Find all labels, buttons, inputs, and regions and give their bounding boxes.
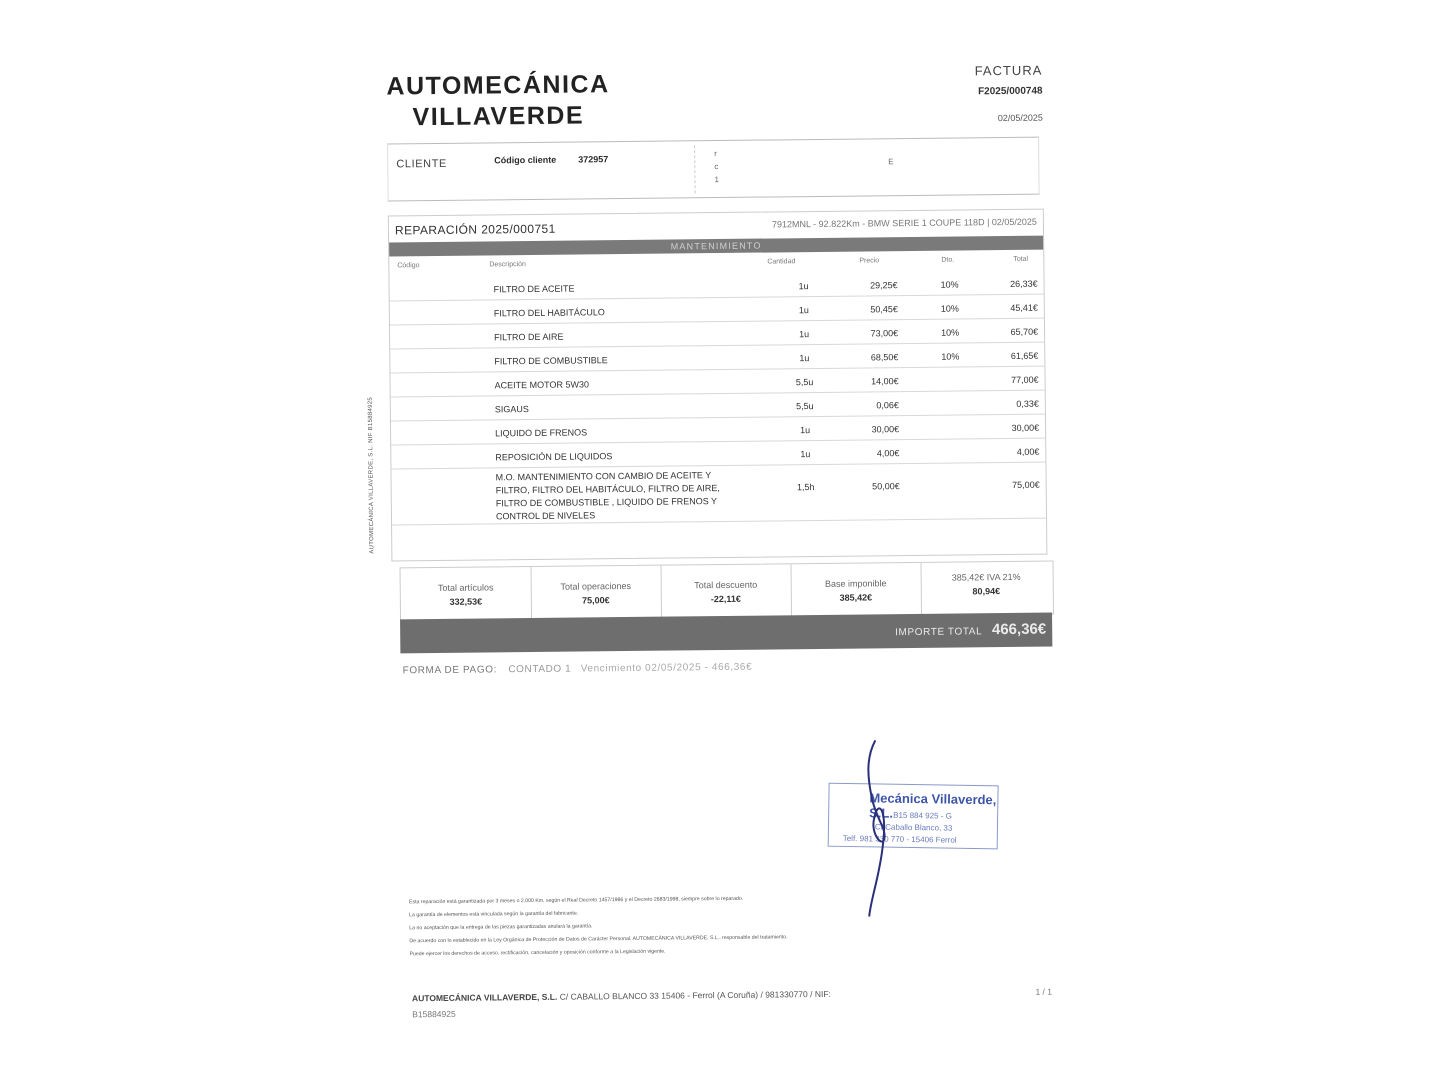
total-discount <box>661 564 793 617</box>
item-total: 75,00€ <box>1012 479 1040 490</box>
payment-type: CONTADO 1 <box>508 663 572 676</box>
repair-vehicle: 7912MNL - 92.822Km - BMW SERIE 1 COUPE 118D | 02/05/2025 <box>771 216 1037 230</box>
item-description: FILTRO DE AIRE <box>494 331 564 343</box>
item-price: 4,00€ <box>876 448 900 459</box>
footer-address: C/ CABALLO BLANCO 33 15406 - Ferrol (A Coruña) / 981330770 / NIF: <box>559 988 831 1002</box>
company-stamp <box>828 783 999 850</box>
side-registry-text: AUTOMECÁNICA VILLAVERDE, S.L. NIF B15884925 <box>367 396 376 554</box>
total-discount-value: -22,11€ <box>710 593 741 605</box>
item-price: 29,25€ <box>869 280 898 291</box>
signature-icon <box>857 738 899 918</box>
invoice-number: F2025/000748 <box>977 85 1043 98</box>
vat-value: 80,94€ <box>972 586 1001 597</box>
legal-paragraph: La garantía de elementos está vinculada según la garantía del fabricante. <box>409 910 579 919</box>
item-description: SIGAUS <box>494 404 529 415</box>
item-quantity: 1u <box>800 425 811 436</box>
item-discount: 10% <box>941 327 960 338</box>
header-discount: Dto. <box>941 256 955 264</box>
item-discount: 10% <box>940 303 959 314</box>
header-quantity: Cantidad <box>767 258 796 266</box>
grand-total-label: IMPORTE TOTAL <box>895 626 983 639</box>
total-operations-label: Total operaciones <box>560 580 632 592</box>
item-description: FILTRO DE COMBUSTIBLE <box>494 355 608 367</box>
total-operations-value: 75,00€ <box>582 595 610 606</box>
repair-box <box>388 209 1048 562</box>
tax-base-label: Base imponible <box>824 578 887 589</box>
client-address-marks <box>714 147 719 186</box>
item-total: 4,00€ <box>1016 446 1040 457</box>
company-name <box>386 69 610 133</box>
client-mark: 1 <box>714 175 719 185</box>
item-total: 65,70€ <box>1010 326 1039 337</box>
footer-nif: B15884925 <box>412 1008 456 1020</box>
total-operations <box>531 566 663 619</box>
client-mark-e: E <box>888 157 894 167</box>
company-name-line1: AUTOMECÁNICA <box>386 70 610 101</box>
client-mark: r <box>714 149 717 159</box>
vat-label: 385,42€ IVA 21% <box>951 571 1021 583</box>
item-total: 45,41€ <box>1010 302 1038 313</box>
invoice-page <box>367 36 1070 1033</box>
header-description: Descripción <box>489 261 526 269</box>
item-price: 14,00€ <box>871 376 899 387</box>
grand-total-value: 466,36€ <box>991 620 1047 639</box>
item-description: LIQUIDO DE FRENOS <box>495 427 588 439</box>
item-total: 0,33€ <box>1016 398 1039 409</box>
item-total: 61,65€ <box>1010 350 1039 361</box>
item-discount: 10% <box>940 279 959 290</box>
legal-paragraph: De acuerdo con lo establecido en la Ley Orgánica de Protección de Datos de Carácter Personal, AUTOMECÁNICA VILLAVERDE, S.L., responsable del tratamiento. <box>409 934 788 945</box>
footer-company <box>412 989 831 1003</box>
legal-paragraph: Esta reparación está garantizada por 3 meses o 2.000 Km, según el Real Decreto 1457/1986 y el Decreto 2683/1998, siempre sobre lo reparado. <box>408 895 744 906</box>
item-quantity: 5,5u <box>796 401 814 412</box>
item-quantity: 1,5h <box>796 482 815 493</box>
item-quantity: 1u <box>799 329 810 340</box>
client-label: CLIENTE <box>396 157 448 171</box>
header-code: Código <box>397 262 420 270</box>
repair-title: REPARACIÓN 2025/000751 <box>394 221 556 238</box>
item-description: REPOSICIÓN DE LIQUIDOS <box>495 451 613 463</box>
invoice-date: 02/05/2025 <box>997 112 1043 124</box>
item-description: M.O. MANTENIMIENTO CON CAMBIO DE ACEITE Y FILTRO, FILTRO DEL HABITÁCULO, FILTRO DE AIRE, FILTRO DE COMBUSTIBLE , LIQUIDO DE FRENOS Y CONTROL DE NIVELES <box>495 470 720 522</box>
stamp-line: C/ Caballo Blanco, 33 <box>874 822 953 833</box>
total-discount-label: Total descuento <box>694 579 758 591</box>
header-price: Precio <box>859 257 880 265</box>
item-discount: 10% <box>941 351 960 362</box>
item-description: ACEITE MOTOR 5W30 <box>494 379 590 391</box>
footer-company-name: AUTOMECÁNICA VILLAVERDE, S.L. <box>411 991 558 1004</box>
stamp-line: B15 884 925 - G <box>893 810 952 821</box>
grand-total-bar <box>400 613 1052 654</box>
table-row <box>391 462 1046 526</box>
legal-notes <box>409 892 1065 964</box>
item-total: 26,33€ <box>1009 278 1038 289</box>
invoice-title: FACTURA <box>974 62 1043 79</box>
invoice-header <box>975 63 1043 124</box>
client-box <box>387 137 1040 202</box>
item-price: 0,06€ <box>876 400 899 411</box>
client-code: 372957 <box>578 154 609 165</box>
item-price: 50,45€ <box>870 304 898 315</box>
payment-detail: Vencimiento 02/05/2025 - 466,36€ <box>580 661 753 675</box>
client-divider <box>694 145 697 193</box>
item-quantity: 1u <box>799 353 810 364</box>
header-total: Total <box>1013 255 1029 263</box>
item-description: FILTRO DE ACEITE <box>493 283 575 295</box>
stamp-line: Telf. 981 330 770 - 15406 Ferrol <box>842 833 957 845</box>
total-articles-label: Total artículos <box>437 582 494 593</box>
total-articles-value: 332,53€ <box>449 596 483 607</box>
item-price: 50,00€ <box>872 481 900 492</box>
item-price: 68,50€ <box>870 352 899 363</box>
item-total: 77,00€ <box>1010 374 1039 385</box>
stamp-title: Mecánica Villaverde, S.L. <box>869 790 997 821</box>
item-description: FILTRO DEL HABITÁCULO <box>493 307 605 319</box>
item-quantity: 1u <box>800 449 811 460</box>
total-articles <box>401 567 533 620</box>
item-total: 30,00€ <box>1011 422 1040 433</box>
client-code-label: Código cliente <box>494 154 557 166</box>
item-price: 30,00€ <box>871 424 900 435</box>
page-number: 1 / 1 <box>1035 986 1053 997</box>
item-quantity: 5,5u <box>795 377 814 388</box>
item-quantity: 1u <box>798 281 809 292</box>
totals-box <box>400 561 1055 622</box>
section-bar: MANTENIMIENTO <box>389 236 1043 257</box>
legal-paragraph: Puede ejercer los derechos de acceso, rectificación, cancelación y oposición conforme a la Legislación vigente. <box>409 948 666 958</box>
legal-paragraph: La no aceptación que la entrega de las piezas garantizadas anulará la garantía. <box>409 923 593 932</box>
item-quantity: 1u <box>798 305 809 316</box>
company-name-line2: VILLAVERDE <box>412 101 585 132</box>
vat <box>920 562 1052 615</box>
payment-method <box>403 662 753 677</box>
item-price: 73,00€ <box>870 328 899 339</box>
client-mark: c <box>714 162 719 172</box>
tax-base <box>790 563 922 616</box>
tax-base-value: 385,42€ <box>839 592 873 603</box>
payment-label: FORMA DE PAGO: <box>402 664 497 677</box>
